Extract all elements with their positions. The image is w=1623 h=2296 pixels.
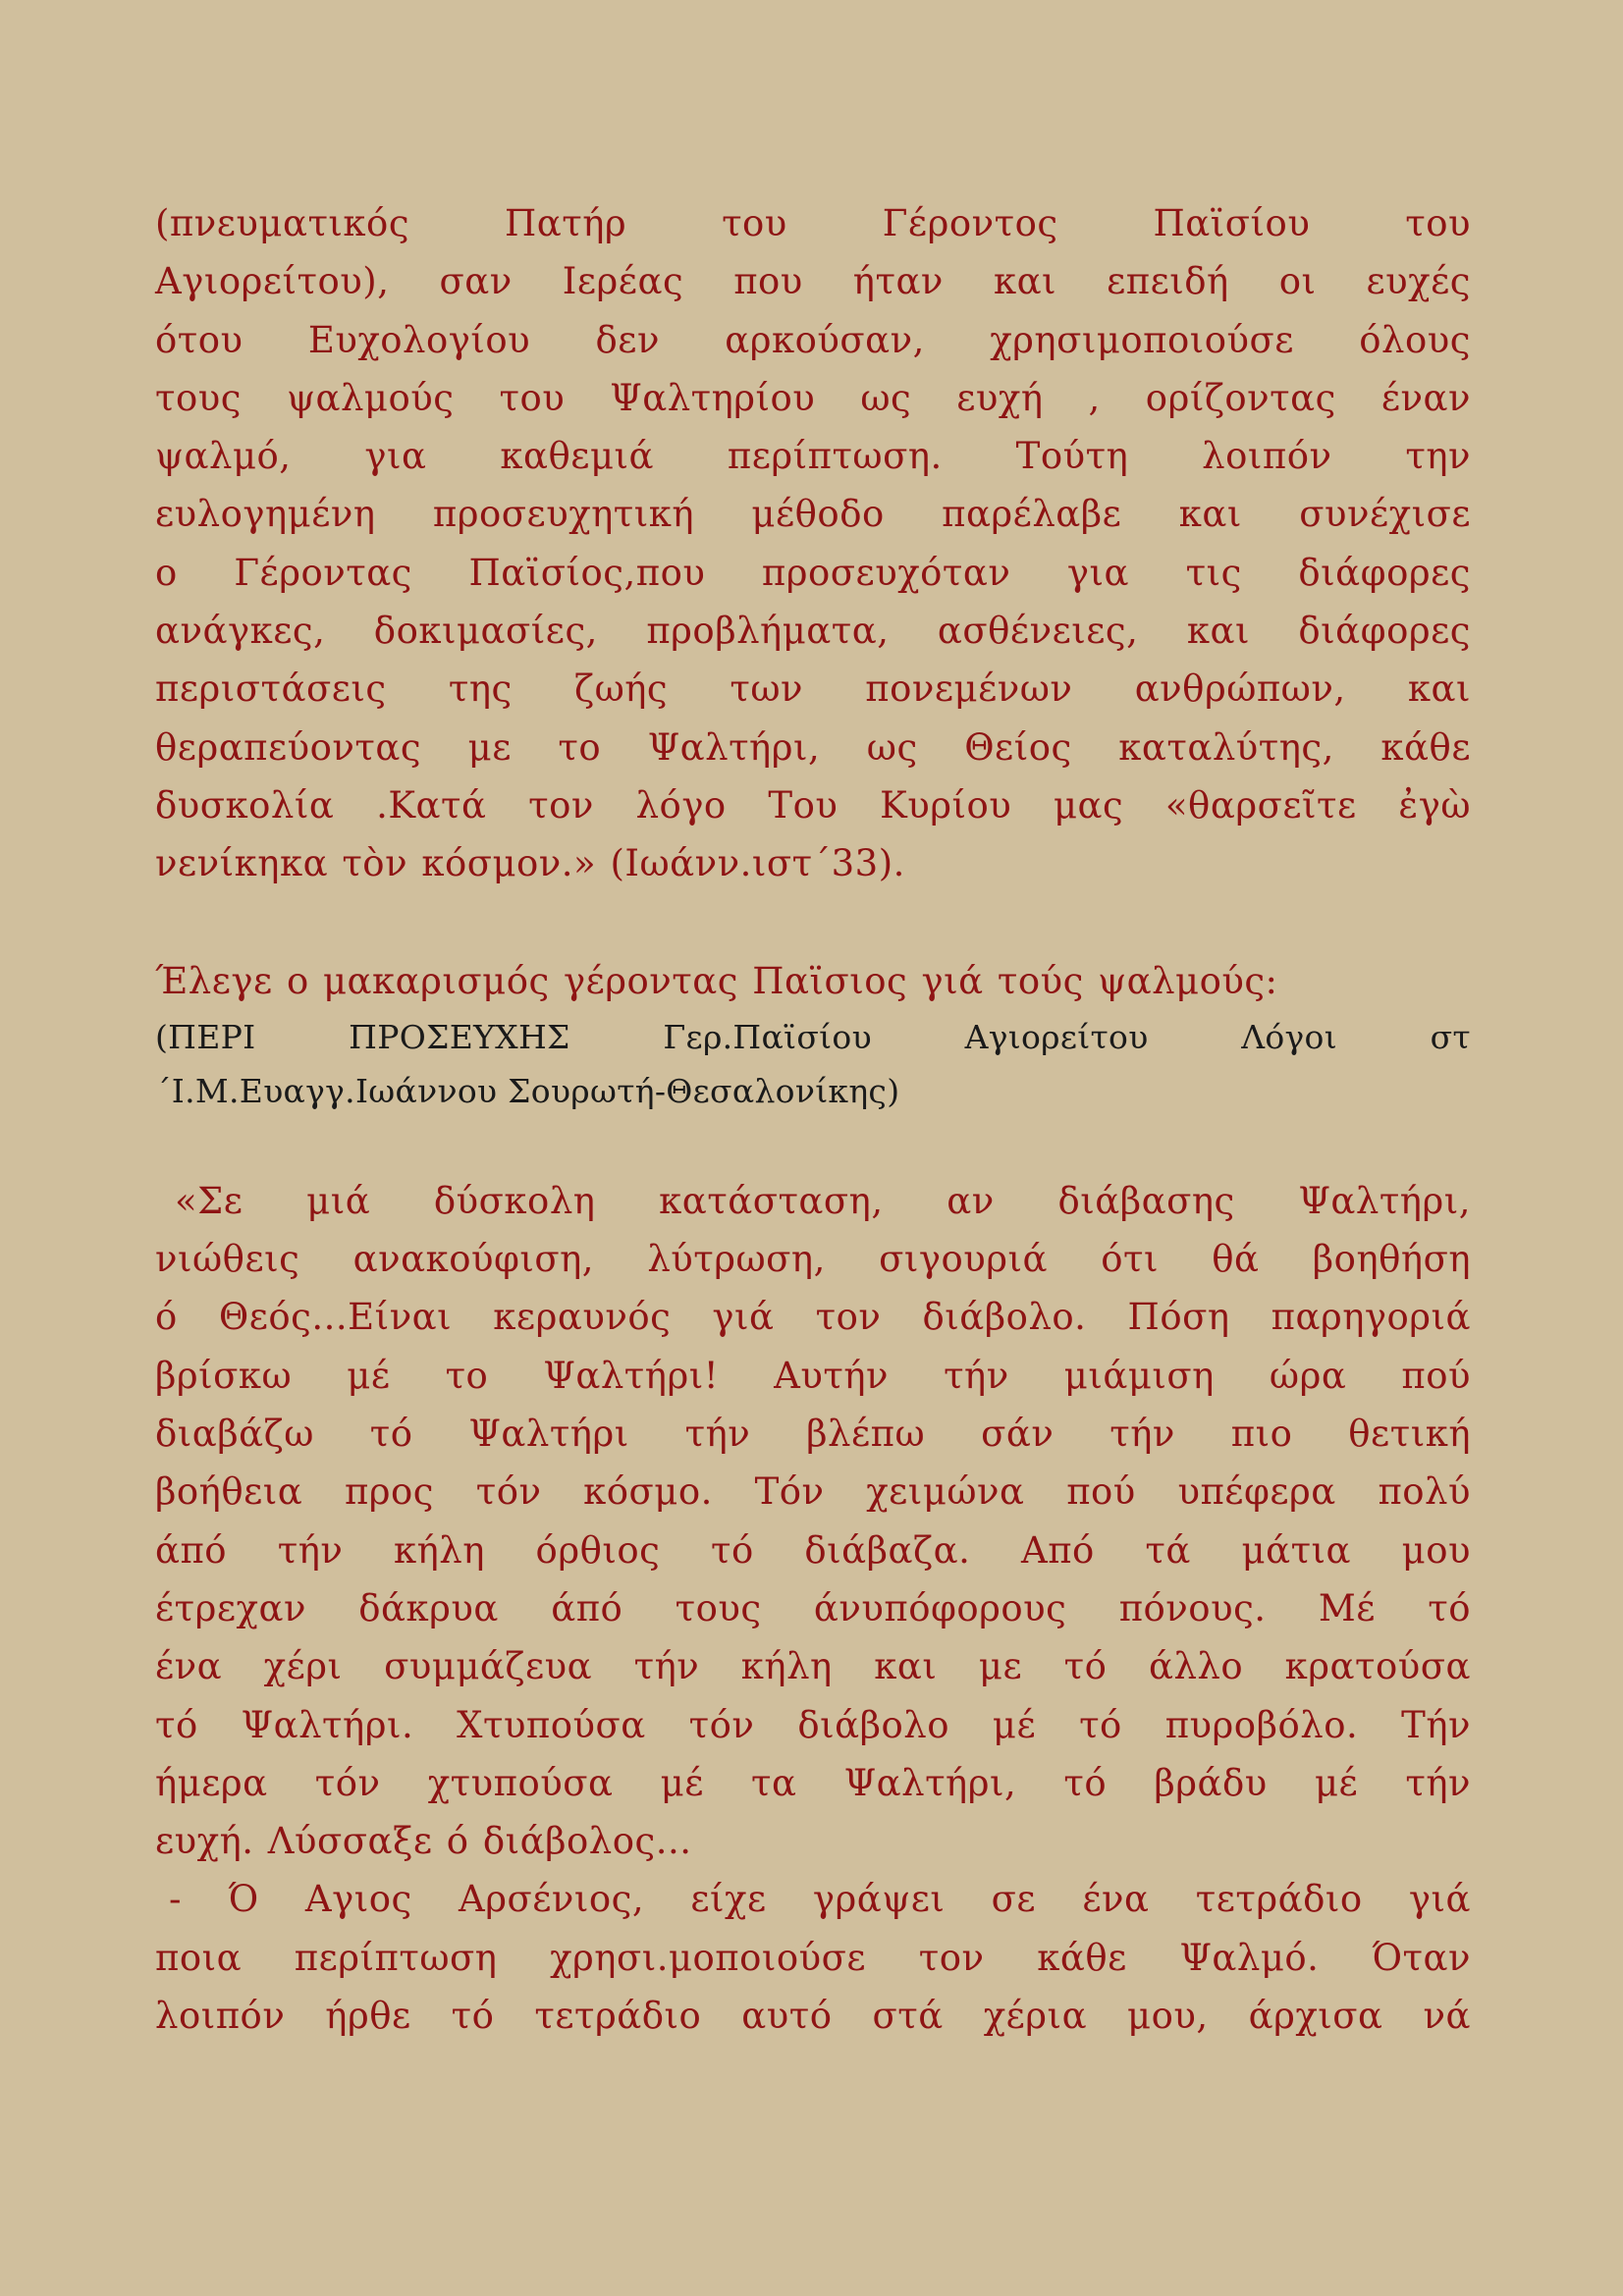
text-line: ό Θεός...Είναι κεραυνός γιά τον διάβολο. Πόση παρηγοριά <box>155 1296 1471 1339</box>
text-line: νιώθεις ανακούφιση, λύτρωση, σιγουριά ότι θά βοηθήση <box>155 1238 1471 1281</box>
text-line: βρίσκω μέ το Ψαλτήρι! Αυτήν τήν μιάμιση ώρα πού <box>155 1354 1471 1397</box>
text-line: ήμερα τόν χτυπούσα μέ τα Ψαλτήρι, τό βράδυ μέ τήν <box>155 1761 1471 1804</box>
text-line: θεραπεύοντας με το Ψαλτήρι, ως Θείος καταλύτης, κάθε <box>155 725 1471 769</box>
quote-paisios <box>155 1172 1471 2045</box>
text-line: - Ό Αγιος Αρσένιος, είχε γράψει σε ένα τετράδιο γιά <box>169 1878 1471 1921</box>
text-line: άπό τήν κήλη όρθιος τό διάβαζα. Από τά μάτια μου <box>155 1528 1471 1572</box>
text-line: περιστάσεις της ζωής των πονεμένων ανθρώπων, και <box>155 667 1471 711</box>
text-line: ευχή. Λύσσαξε ό διάβολος... <box>155 1820 692 1863</box>
text-line: ευλογημένη προσευχητική μέθοδο παρέλαβε και συνέχισε <box>155 493 1471 536</box>
text-line: ότου Ευχολογίου δεν αρκούσαν, χρησιμοποιούσε όλους <box>155 318 1471 361</box>
section-heading <box>155 952 1471 1010</box>
paragraph-arsenios-psalter <box>155 194 1471 893</box>
text-line: βοήθεια προς τόν κόσμο. Τόν χειμώνα πού υπέφερα πολύ <box>155 1470 1471 1514</box>
document-page <box>155 194 1471 2045</box>
text-line: (πνευματικός Πατήρ του Γέροντος Παϊσίου του <box>155 202 1471 244</box>
reference-line: (ΠΕΡΙ ΠΡΟΣΕΥΧΗΣ Γερ.Παϊσίου Αγιορείτου Λόγοι στ <box>155 1017 1471 1056</box>
text-line: ο Γέροντας Παϊσίος,που προσευχόταν για τις διάφορες <box>155 551 1471 594</box>
heading-text: Έλεγε ο μακαρισμός γέροντας Παϊσιος γιά τούς ψαλμούς: <box>155 959 1278 1002</box>
text-line: έτρεχαν δάκρυα άπό τους άνυπόφορους πόνους. Μέ τό <box>155 1586 1471 1629</box>
text-line: διαβάζω τό Ψαλτήρι τήν βλέπω σάν τήν πιο θετική <box>155 1413 1471 1456</box>
text-line: νενίκηκα τὸν κόσμον.» (Ιωάνν.ιστ΄33). <box>155 842 905 885</box>
text-line: λοιπόν ήρθε τό τετράδιο αυτό στά χέρια μου, άρχισα νά <box>155 1995 1471 2038</box>
reference-line: ΄Ι.Μ.Ευαγγ.Ιωάννου Σουρωτή-Θεσαλονίκης) <box>155 1071 900 1110</box>
text-line: ένα χέρι συμμάζευα τήν κήλη και με τό άλλο κρατούσα <box>155 1645 1471 1688</box>
text-line: τό Ψαλτήρι. Χτυπούσα τόν διάβολο μέ τό πυροβόλο. Τήν <box>155 1703 1471 1746</box>
text-line: Αγιορείτου), σαν Ιερέας που ήταν και επειδή οι ευχές <box>155 260 1471 303</box>
text-line: ανάγκες, δοκιμασίες, προβλήματα, ασθένειες, και διάφορες <box>155 610 1471 653</box>
text-line: ποια περίπτωση χρησι.μοποιούσε τον κάθε Ψαλμό. Όταν <box>155 1936 1471 1979</box>
text-line: δυσκολία .Κατά τον λόγο Του Κυρίου μας «θαρσεῖτε ἐγὼ <box>155 783 1471 827</box>
text-line: ψαλμό, για καθεμιά περίπτωση. Τούτη λοιπόν την <box>155 435 1471 478</box>
source-reference <box>155 1010 1471 1118</box>
text-line: «Σε μιά δύσκολη κατάσταση, αν διάβασης Ψαλτήρι, <box>175 1179 1471 1222</box>
text-line: τους ψαλμούς του Ψαλτηρίου ως ευχή , ορίζοντας έναν <box>155 376 1471 419</box>
